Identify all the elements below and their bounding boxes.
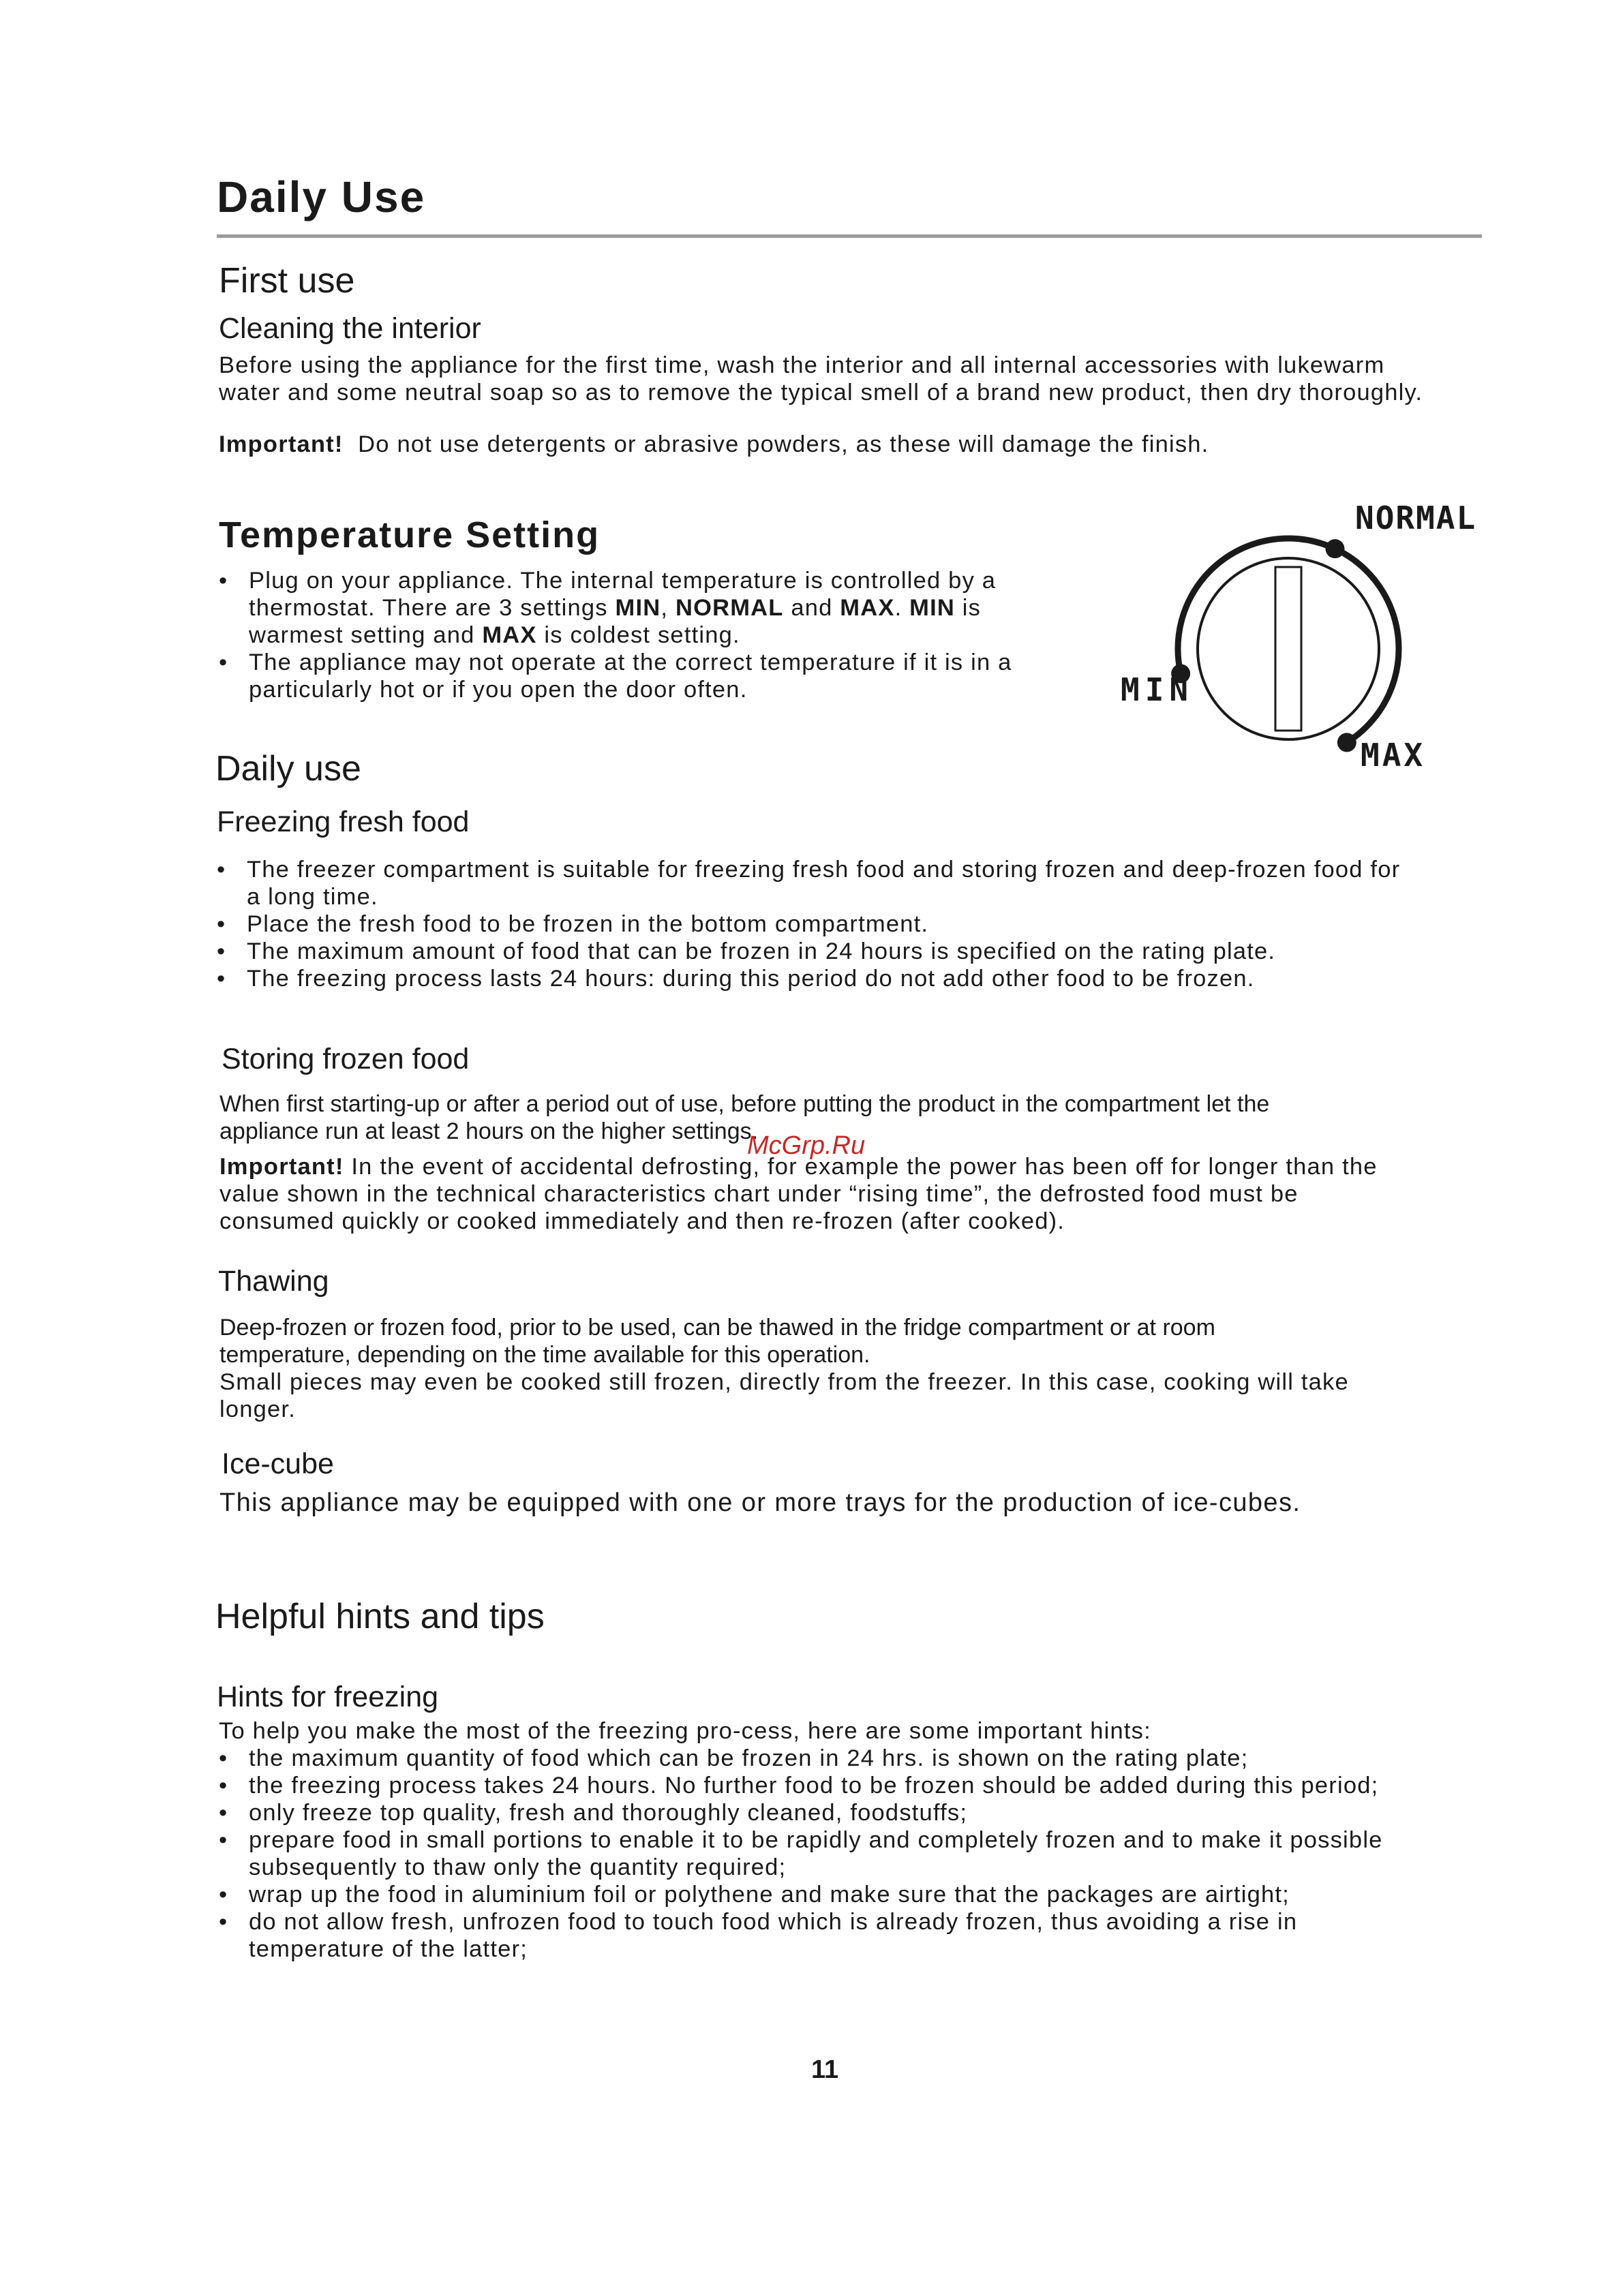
list-item: • wrap up the food in aluminium foil or polythene and make sure that the packages are airtight; (219, 1881, 1487, 1908)
storing-frozen-food-heading: Storing frozen food (222, 1043, 470, 1075)
min-label: MIN (1121, 671, 1194, 708)
hints-for-freezing-heading: Hints for freezing (217, 1681, 439, 1713)
list-item: • the maximum quantity of food which can be frozen in 24 hrs. is shown on the rating plate; (219, 1745, 1487, 1772)
first-use-heading: First use (219, 261, 355, 301)
ice-cube-text: This appliance may be equipped with one or more trays for the production of ice-cubes. (219, 1488, 1301, 1517)
temperature-bullets (219, 567, 1078, 703)
important-text: Do not use detergents or abrasive powders, as these will damage the finish. (358, 431, 1209, 457)
list-item: • the freezing process takes 24 hours. No further food to be frozen should be added during this period; (219, 1772, 1487, 1799)
text-line: Before using the appliance for the first time, wash the interior and all internal accessories with lukewarm (219, 352, 1385, 378)
list-item: • only freeze top quality, fresh and thoroughly cleaned, foodstuffs; (219, 1799, 1487, 1826)
freezing-fresh-food-heading: Freezing fresh food (217, 806, 470, 838)
dial-pointer-slot (1275, 567, 1301, 731)
storing-important-note: Important! In the event of accidental defrosting, for example the power has been off for longer than the value shown in the technical characteristics chart under “rising time”, the defrosted food must be consumed quickly or cooked immediately and then re-frozen (after cooked). (219, 1154, 1378, 1234)
first-use-important-note (219, 431, 1209, 458)
normal-label: NORMAL (1355, 500, 1477, 536)
list-item: • The maximum amount of food that can be frozen in 24 hours is specified on the rating plate. (217, 938, 1485, 965)
hints-bullets (219, 1745, 1487, 1963)
list-item: • The freezer compartment is suitable for freezing fresh food and storing frozen and deep-frozen food for a long time. (217, 856, 1485, 910)
list-item: • Place the fresh food to be frozen in the bottom compartment. (217, 910, 1485, 938)
list-item: • The appliance may not operate at the correct temperature if it is in a particularly hot or if you open the door often. (219, 649, 1078, 703)
normal-setting-dot (1325, 539, 1344, 558)
text-line: water and some neutral soap so as to remove the typical smell of a brand new product, then dry thoroughly. (219, 380, 1423, 405)
ice-cube-heading: Ice-cube (222, 1448, 334, 1480)
temperature-setting-heading: Temperature Setting (219, 515, 601, 555)
list-item: • do not allow fresh, unfrozen food to touch food which is already frozen, thus avoiding a rise in temperature of the latter; (219, 1908, 1487, 1963)
important-label: Important! (219, 1154, 344, 1180)
list-item: • The freezing process lasts 24 hours: during this period do not add other food to be frozen. (217, 965, 1485, 992)
thermostat-dial-illustration (1104, 499, 1486, 785)
thawing-heading: Thawing (218, 1265, 329, 1298)
page-number: 11 (811, 2055, 839, 2084)
freezing-fresh-food-bullets (217, 856, 1485, 992)
storing-frozen-food-text: When first starting-up or after a period out of use, before putting the product in the compartment let the appliance run at least 2 hours on the higher settings. (219, 1091, 1270, 1144)
list-item: • Plug on your appliance. The internal temperature is controlled by a thermostat. There are 3 settings MIN, NORMAL and MAX. MIN is warmest setting and MAX is coldest setting. (219, 567, 1078, 649)
daily-use-heading: Daily use (215, 749, 361, 789)
important-label: Important! (219, 431, 344, 457)
title-divider (217, 234, 1482, 238)
list-item: • prepare food in small portions to enable it to be rapidly and completely frozen and to make it possible subsequently to thaw only the quantity required; (219, 1826, 1487, 1881)
max-setting-dot (1337, 733, 1356, 752)
page-title: Daily Use (217, 172, 426, 221)
thawing-text: Deep-frozen or frozen food, prior to be used, can be thawed in the fridge compartment or at room temperature, depending on the time available for this operation. Small pieces may even be cooked still frozen, directly from the freezer. In this case, cooking will take longer. (219, 1315, 1349, 1422)
helpful-hints-heading: Helpful hints and tips (215, 1597, 545, 1636)
cleaning-interior-text (219, 352, 1423, 406)
watermark: McGrp.Ru (747, 1131, 866, 1160)
dial-scale-arc (1178, 538, 1399, 742)
dial-knob (1198, 558, 1379, 739)
max-label: MAX (1361, 737, 1426, 774)
cleaning-interior-heading: Cleaning the interior (219, 312, 481, 345)
hints-intro: To help you make the most of the freezing pro-cess, here are some important hints: (219, 1718, 1151, 1744)
